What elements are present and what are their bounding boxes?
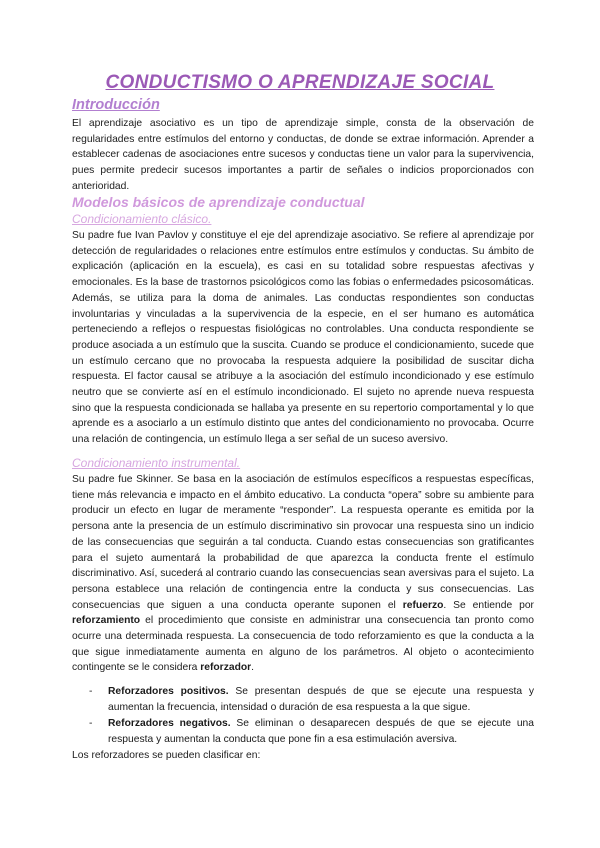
models-heading: Modelos básicos de aprendizaje conductual (72, 194, 365, 210)
classical-paragraph: Su padre fue Ivan Pavlov y constituye el eje del aprendizaje asociativo. Se refiere al aprendizaje por detección de regularidades o relaciones entre estímulos entre estímulos y conductas. Su ámbito de explicación (aplicación en la escuela), es casi en su totalidad sobre respuestas afectivas y emocionales. Es la base de trastornos psicológicos como las fobias o enfermedades psicosomáticas. Además, se utiliza para la doma de animales. Las conductas respondientes son conductas involuntarias y vinculadas a la supervivencia de la especie, en el ser humano es automática perteneciendo a reflejos o respuestas fisiológicas no controlables. Una conducta respondiente se produce asociada a un estímulo que la suscita. Cuando se produce el condicionamiento, sucede que un estímulo cercano que no provocaba la respuesta adquiere la posibilidad de suscitar dicha respuesta. El factor causal se atribuye a la asociación del estímulo incondicionado y ese estímulo neutro que se convierte así en el estímulo incondicionado. El sujeto no aprende nueva respuesta sino que la respuesta condicionada se hallaba ya presente en su repertorio comportamental y lo que aprende es a asociarlo a un estímulo distinto que antes del condicionamiento no provocaba. Ocurre una relación de contingencia, un estímulo llega a ser señal de un suceso aversivo. (72, 230, 534, 446)
instrumental-text-4: . (251, 662, 255, 674)
instrumental-text-3: el procedimiento que consiste en administrar una consecuencia tan pronto como ocurre una determinada respuesta. La consecuencia de todo reforzamiento es que la conducta a la que sigue inmediatamente aumenta en alguno de los parámetros. Al objeto o acontecimiento contingente se le considera (72, 615, 534, 674)
bullet-description: Se eliminan o desaparecen después de que se ejecute una respuesta y aumentan la conducta que pone fin a esa estimulación aversiva. (108, 718, 535, 745)
bullet-dash: - (89, 686, 93, 697)
instrumental-paragraph (72, 472, 534, 676)
bullet-term: Reforzadores positivos. (108, 686, 229, 697)
bullet-text (108, 716, 534, 747)
intro-heading: Introducción (72, 97, 160, 113)
instrumental-text-2: . Se entiende por (443, 599, 534, 611)
bullet-dash: - (89, 718, 93, 729)
bullet-text (108, 684, 534, 715)
term-reforzador: reforzador (200, 662, 252, 674)
term-reforzamiento: reforzamiento (72, 615, 141, 627)
closing-paragraph: Los reforzadores se pueden clasificar en: (72, 750, 261, 761)
document-title: CONDUCTISMO O APRENDIZAJE SOCIAL (105, 72, 495, 93)
intro-paragraph: El aprendizaje asociativo es un tipo de aprendizaje simple, consta de la observación de regularidades entre estímulos del entorno y conductas, de donde se extrae información. Aprender a establecer cadenas de asociaciones entre sucesos y conductas tiene un valor para la supervivencia, pues permite predecir sucesos importantes a partir de señales o indicios proporcionados con anterioridad. (72, 118, 534, 192)
term-refuerzo: refuerzo (402, 599, 444, 611)
bullet-term: Reforzadores negativos. (108, 718, 231, 729)
classical-heading: Condicionamiento clásico. (72, 212, 212, 226)
bullet-description: Se presentan después de que se ejecute una respuesta y aumentan la frecuencia, intensidad o duración de esa respuesta a la que sigue. (108, 686, 534, 713)
instrumental-heading: Condicionamiento instrumental. (72, 456, 241, 470)
instrumental-text-1: Su padre fue Skinner. Se basa en la asociación de estímulos específicos a respuestas específicas, tiene más relevancia e impacto en el ámbito educativo. La conducta “opera” sobre su ambiente para producir un efecto en lugar de meramente “responder”. La respuesta operante es emitida por la persona ante la presencia de un estímulo discriminativo sin provocar una respuesta sino un indicio de las consecuencias que seguirán a tal conducta. Cuando estas consecuencias son gratificantes para el sujeto aumentará la probabilidad de que aparezca la conducta frente el estímulo discriminativo. Así, sucederá al contrario cuando las consecuencias sean aversivas para el sujeto. La persona establece una relación de contingencia entre la conducta y sus consecuencias. Las consecuencias que siguen a una conducta operante suponen el (72, 474, 534, 611)
